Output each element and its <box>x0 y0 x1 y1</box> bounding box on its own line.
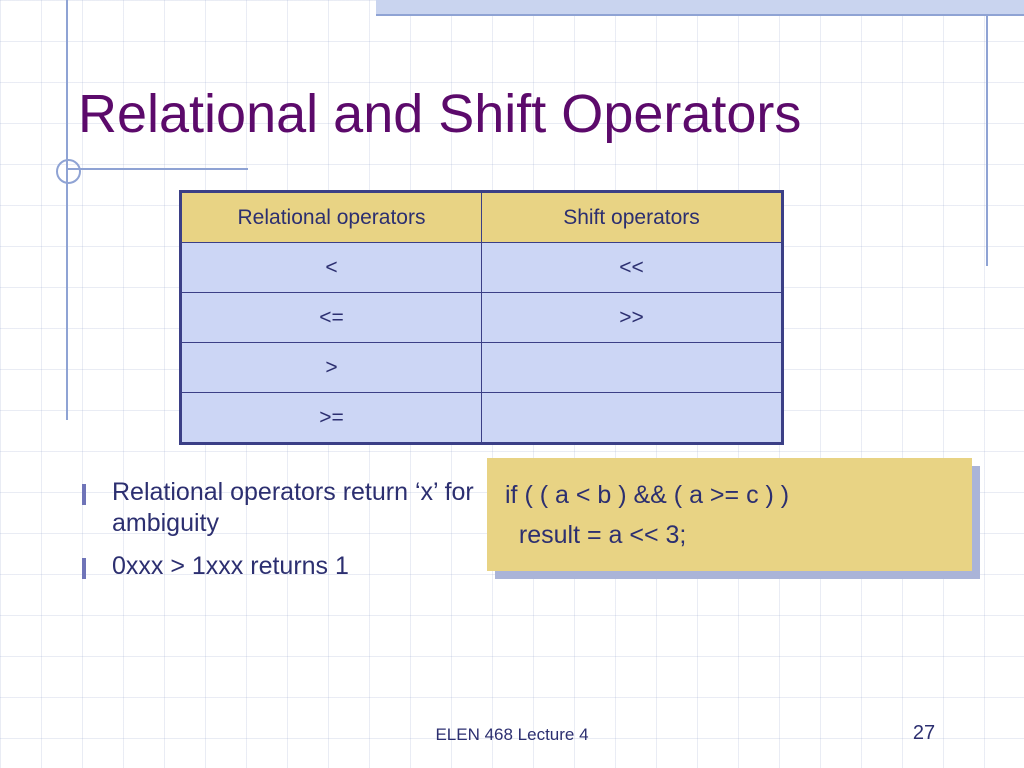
page-number: 27 <box>912 722 936 744</box>
list-item-label: Relational operators return ‘x’ for ambiguity <box>112 478 474 537</box>
cell-shift <box>482 343 783 393</box>
right-vertical-rule <box>986 16 988 266</box>
circle-decoration-icon <box>56 159 81 184</box>
title-underline-rule <box>66 168 248 170</box>
diamond-bullet-icon <box>82 560 104 578</box>
table-header-row <box>181 192 783 243</box>
cell-shift <box>482 393 783 444</box>
cell-relational: >= <box>181 393 482 444</box>
list-item-label: 0xxx > 1xxx returns 1 <box>112 552 349 580</box>
left-vertical-rule <box>66 0 68 420</box>
diamond-bullet-icon <box>82 486 104 504</box>
top-decoration-line <box>376 14 1024 16</box>
code-line: result = a << 3; <box>505 521 687 549</box>
list-item <box>82 551 482 582</box>
footer-text: ELEN 468 Lecture 4 <box>435 725 589 744</box>
cell-shift: << <box>482 243 783 293</box>
page-title: Relational and Shift Operators <box>78 84 802 144</box>
top-decoration-band <box>376 0 1024 14</box>
table-row <box>181 243 783 293</box>
cell-shift: >> <box>482 293 783 343</box>
cell-relational: <= <box>181 293 482 343</box>
table-row <box>181 393 783 444</box>
bullet-list <box>82 477 482 594</box>
operators-table-body <box>181 243 783 444</box>
cell-relational: < <box>181 243 482 293</box>
table-row <box>181 343 783 393</box>
code-line: if ( ( a < b ) && ( a >= c ) ) <box>505 481 790 509</box>
list-item <box>82 477 482 539</box>
code-callout <box>487 458 972 571</box>
table-row <box>181 293 783 343</box>
operators-table-head <box>181 192 783 243</box>
operators-table <box>179 190 784 445</box>
column-header-relational: Relational operators <box>181 192 482 243</box>
cell-relational: > <box>181 343 482 393</box>
column-header-shift: Shift operators <box>482 192 783 243</box>
